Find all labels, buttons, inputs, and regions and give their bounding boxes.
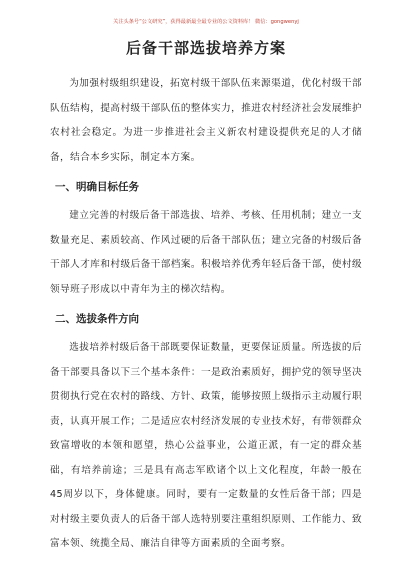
section-1-heading: 一、明确目标任务 (55, 181, 139, 193)
section-2-paragraph: 选拔培养村级后备干部既要保证数量，更要保证质量。所选拔的后备干部要具备以下三个基本条件：一是政治素质好，拥护党的领导坚决贯彻执行党在农村的路线、方针、政策，能够按照上级指示主动履行职责，认真开展工作；二是适应农村经济发展的专业技术好，有带领群众致富增收的本领和愿望，热心公益事业，公道正派，有一定的群众基础，有培养前途；三是具有高志军欧诸个以上文化程度，年龄一般在45周岁以下，身体健康。同时，要有一定数量的女性后备干部；四是对村级主要负责人的后备干部人选特别要注重组织原则、工作能力、致富本领、统揽全局、廉洁自律等方面素质的全面考察。 (50, 342, 362, 549)
section-1-paragraph: 建立完善的村级后备干部选拔、培养、考核、任用机制；建立一支数量充足、素质较高、作风过硬的后备干部队伍；建立完备的村级后备干部人才库和村级后备干部档案。积极培养优秀年轻后备干部，使村级领导班子形成以中青年为主的梯次结构。 (50, 210, 362, 295)
intro-paragraph: 为加强村级组织建设，拓宽村级干部队伍来源渠道，优化村级干部队伍结构，提高村级干部队伍的整体实力，推进农村经济社会发展维护农村社会稳定。为进一步推进社会主义新农村建设提供充足的人才储备，结合本乡实际，制定本方案。 (50, 78, 362, 163)
document-title: 后备干部选拔培养方案 (125, 39, 286, 57)
top-notice: 关注头条号“公文研究”，获得最新最全最专业的公文资料库！ 微信：gongwenyj (113, 19, 299, 25)
section-2-heading: 二、选拔条件方向 (55, 313, 139, 325)
